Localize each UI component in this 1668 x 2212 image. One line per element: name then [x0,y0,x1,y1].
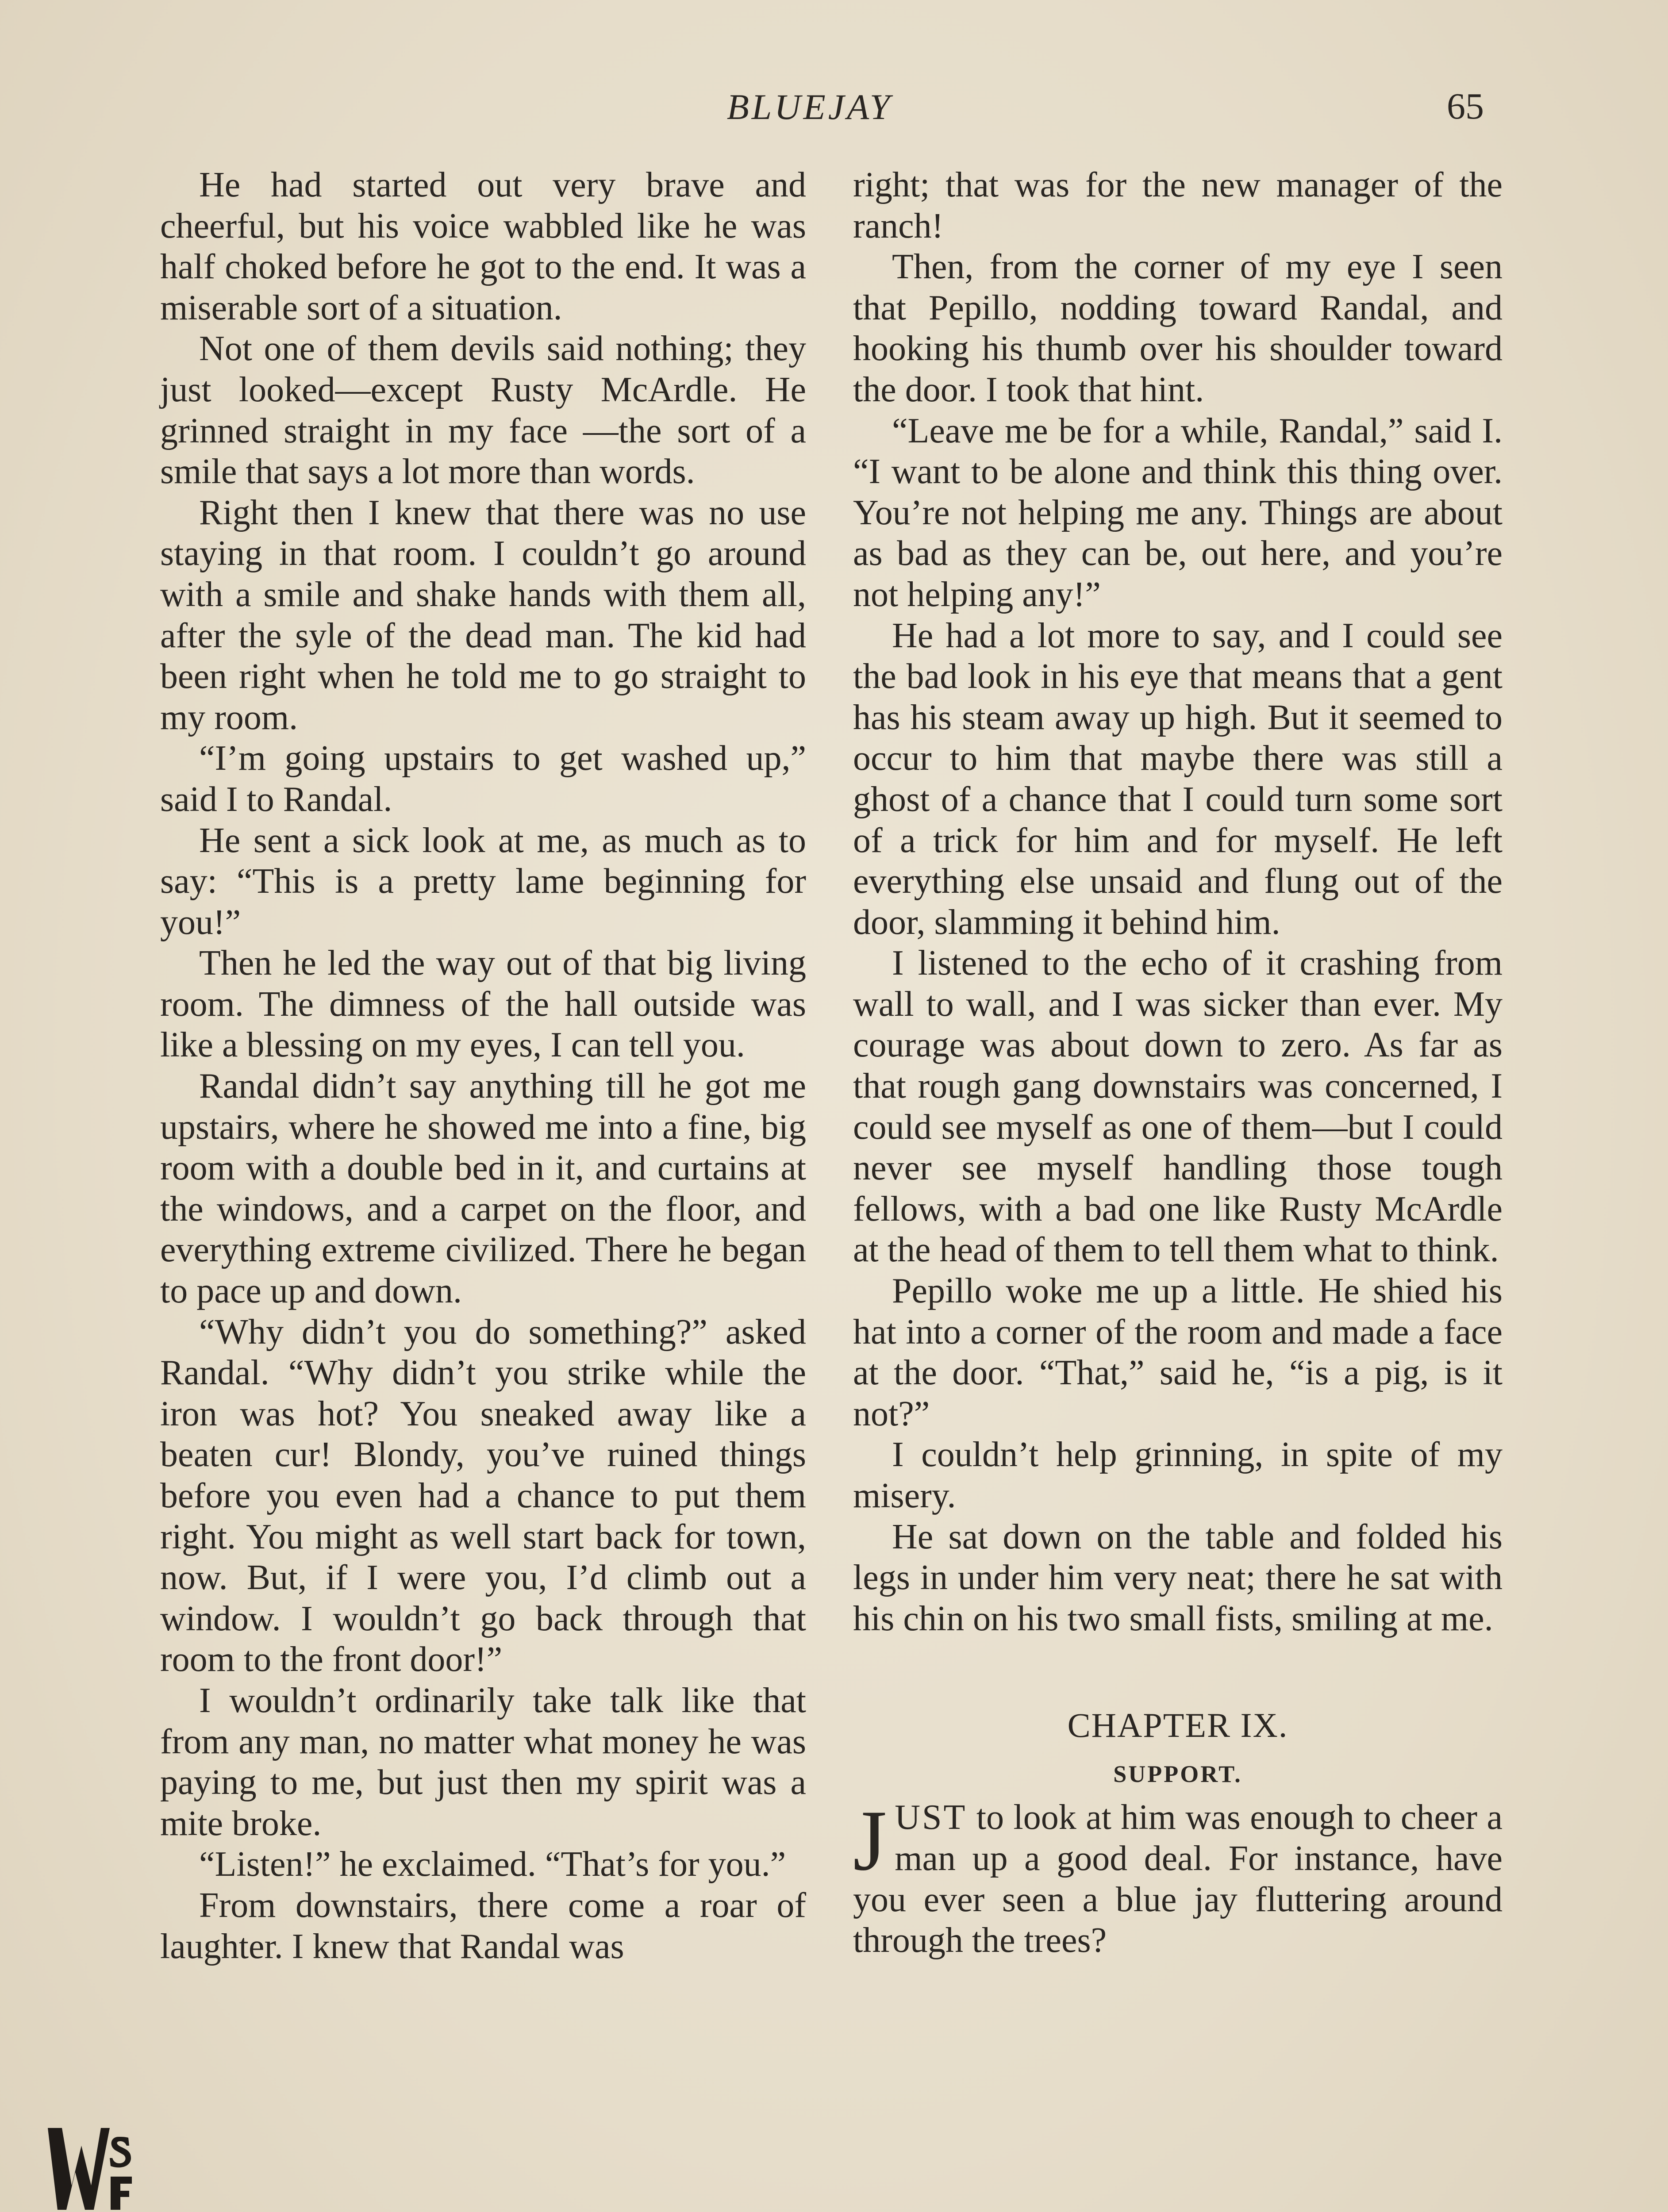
paragraph: Then, from the corner of my eye I seen that Pepillo, nodding toward Randal, and hooking his thumb over his shoulder toward the door. I took that hint. [853,247,1503,409]
chapter-title: CHAPTER IX. [1067,1706,1288,1745]
drop-cap: J [853,1793,887,1889]
chapter-opening-paragraph [853,1793,1503,1961]
page-number: 65 [1447,86,1484,127]
chapter-subtitle: SUPPORT. [1113,1761,1242,1788]
continued-paragraph: right; that was for the new manager of the ranch! [853,165,1503,246]
right-text-column [853,165,1503,1961]
paragraph: I couldn’t help grinning, in spite of my misery. [853,1435,1503,1515]
paragraph: “I’m going upstairs to get washed up,” said I to Randal. [160,739,806,819]
paragraph: Not one of them devils said nothing; they just looked—except Rusty McArdle. He grinned straight in my face —the sort of a smile that says a lot more than words. [160,329,806,492]
running-header-title: BLUEJAY [726,87,893,127]
opening-text: to look at him was enough to cheer a man up a good deal. For instance, have you ever seen a blue jay fluttering around through the trees? [853,1798,1503,1960]
paragraph: He sent a sick look at me, as much as to say: “This is a pretty lame beginning for you!” [160,821,806,942]
paragraph: I wouldn’t ordinarily take talk like that from any man, no matter what money he was paying to me, but just then my spirit was a mite broke. [160,1681,806,1843]
lead-caps: UST [895,1798,967,1837]
paragraph: He had started out very brave and cheerful, but his voice wabbled like he was half choked before he got to the end. It was a miserable sort of a situation. [160,165,806,327]
paragraph: Randal didn’t say anything till he got me upstairs, where he showed me into a fine, big room with a double bed in it, and curtains at the windows, and a carpet on the floor, and everything extreme civilized. There he began to pace up and down. [160,1067,806,1311]
paragraph: “Leave me be for a while, Randal,” said I. “I want to be alone and think this thing over. You’re not helping me any. Things are about as bad as they can be, out here, and you’re not helping any!” [853,411,1503,614]
paragraph: He had a lot more to say, and I could see the bad look in his eye that means that a gent has his steam away up high. But it seemed to occur to him that maybe there was still a ghost of a chance that I could turn some sort of a trick for him and for myself. He left everything else unsaid and flung out of the door, slamming it behind him. [853,616,1503,942]
paragraph: “Why didn’t you do something?” asked Randal. “Why didn’t you strike while the iron was hot? You sneaked away like a beaten cur! Blondy, you’ve ruined things before you even had a chance to put them right. You might as well start back for town, now. But, if I were you, I’d climb out a window. I wouldn’t go back through that room to the front door!” [160,1312,806,1679]
paragraph: I listened to the echo of it crashing from wall to wall, and I was sicker than ever. My courage was about down to zero. As far as that rough gang downstairs was concerned, I could see myself as one of them—but I could never see myself handling those tough fellows, with a bad one like Rusty McArdle at the head of them to tell them what to think. [853,944,1503,1270]
wsf-stamp-logo [44,2119,146,2212]
paragraph: Right then I knew that there was no use staying in that room. I couldn’t go around with a smile and shake hands with them all, after the syle of the dead man. The kid had been right when he told me to go straight to my room. [160,493,806,737]
paragraph: Then he led the way out of that big living room. The dimness of the hall outside was like a blessing on my eyes, I can tell you. [160,944,806,1065]
paragraph: Pepillo woke me up a little. He shied his hat into a corner of the room and made a face at the door. “That,” said he, “is a pig, is it not?” [853,1271,1503,1433]
paragraph: He sat down on the table and folded his legs in under him very neat; there he sat with his chin on his two small fists, smiling at me. [853,1517,1503,1638]
left-text-column [160,165,806,1967]
paragraph: From downstairs, there come a roar of laughter. I knew that Randal was [160,1886,806,1966]
paragraph: “Listen!” he exclaimed. “That’s for you.” [199,1845,786,1884]
